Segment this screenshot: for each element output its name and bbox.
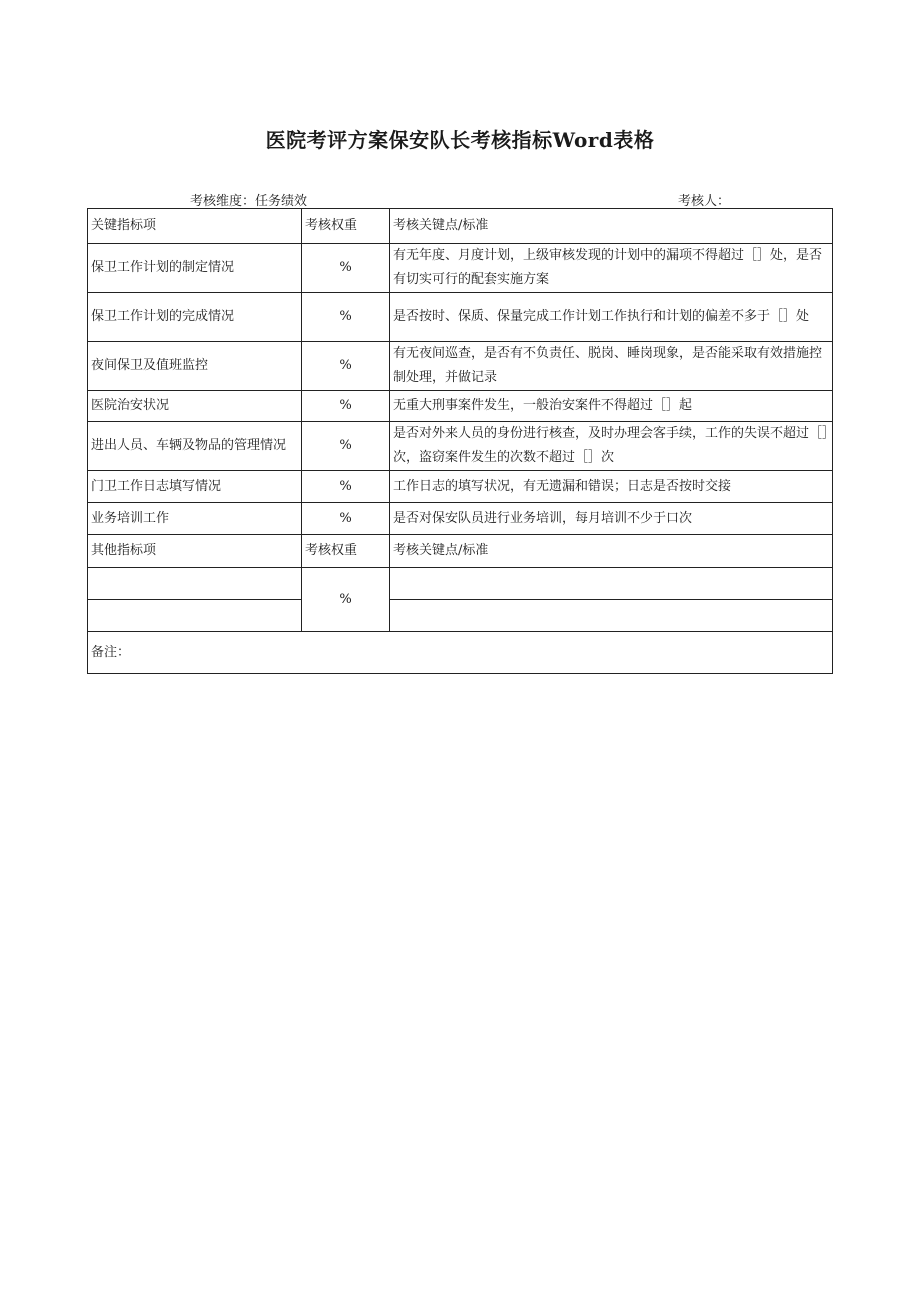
- indicator-standard: 是否按时、保质、保量完成工作计划工作执行和计划的偏差不多于［］处: [390, 293, 833, 342]
- indicator-weight: %: [302, 471, 390, 503]
- indicator-standard: 是否对外来人员的身份进行核查，及时办理会客手续，工作的失误不超过［］次，盗窃案件发生的次数不超过［］次: [390, 422, 833, 471]
- indicator-item: 保卫工作计划的制定情况: [88, 244, 302, 293]
- blank-standard-cell: [390, 600, 833, 632]
- indicator-standard: 工作日志的填写状况，有无遗漏和错误；日志是否按时交接: [390, 471, 833, 503]
- table-header-row: [88, 209, 833, 244]
- table-row: [88, 244, 833, 293]
- header-other-weight: 考核权重: [302, 535, 390, 568]
- header-weight: 考核权重: [302, 209, 390, 244]
- table-row: [88, 471, 833, 503]
- indicator-weight: %: [302, 342, 390, 391]
- remarks-row: [88, 632, 833, 674]
- other-weight-cell: %: [302, 568, 390, 632]
- indicator-standard: 无重大刑事案件发生，一般治安案件不得超过［］起: [390, 391, 833, 422]
- table-row: [88, 342, 833, 391]
- header-other-indicator: 其他指标项: [88, 535, 302, 568]
- indicator-weight: %: [302, 244, 390, 293]
- page-title: 医院考评方案保安队长考核指标Word表格: [265, 128, 655, 152]
- blank-row: [88, 600, 833, 632]
- remarks-cell: 备注：: [88, 632, 833, 674]
- blank-indicator-cell: [88, 568, 302, 600]
- indicator-weight: %: [302, 293, 390, 342]
- table-row: [88, 293, 833, 342]
- indicator-standard: 有无夜间巡查，是否有不负责任、脱岗、睡岗现象，是否能采取有效措施控制处理，并做记录: [390, 342, 833, 391]
- other-header-row: [88, 535, 833, 568]
- assessor-label: 考核人：: [678, 194, 731, 209]
- table-row: [88, 422, 833, 471]
- header-other-standard: 考核关键点/标准: [390, 535, 833, 568]
- indicator-table: [87, 208, 833, 674]
- header-standard: 考核关键点/标准: [390, 209, 833, 244]
- indicator-standard: 有无年度、月度计划，上级审核发现的计划中的漏项不得超过［］处，是否有切实可行的配套实施方案: [390, 244, 833, 293]
- blank-standard-cell: [390, 568, 833, 600]
- indicator-weight: %: [302, 422, 390, 471]
- table-row: [88, 503, 833, 535]
- assessment-dimension: 考核维度：任务绩效: [190, 194, 308, 209]
- indicator-weight: %: [302, 503, 390, 535]
- indicator-weight: %: [302, 391, 390, 422]
- indicator-standard: 是否对保安队员进行业务培训，每月培训不少于口次: [390, 503, 833, 535]
- blank-row: [88, 568, 833, 600]
- blank-indicator-cell: [88, 600, 302, 632]
- indicator-item: 进出人员、车辆及物品的管理情况: [88, 422, 302, 471]
- indicator-item: 门卫工作日志填写情况: [88, 471, 302, 503]
- table-row: [88, 391, 833, 422]
- header-key-indicator: 关键指标项: [88, 209, 302, 244]
- indicator-item: 保卫工作计划的完成情况: [88, 293, 302, 342]
- indicator-item: 夜间保卫及值班监控: [88, 342, 302, 391]
- indicator-item: 医院治安状况: [88, 391, 302, 422]
- indicator-item: 业务培训工作: [88, 503, 302, 535]
